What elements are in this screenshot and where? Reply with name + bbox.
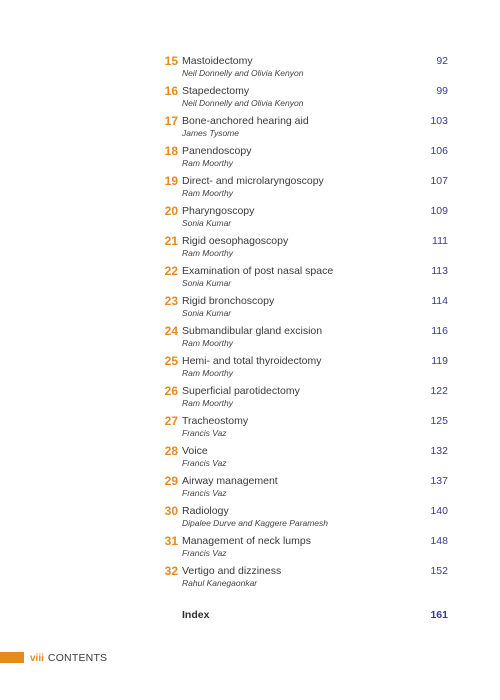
chapter-page[interactable]: 122 [430,385,448,397]
chapter-number: 23 [164,294,178,308]
chapter-page[interactable]: 107 [430,175,448,187]
chapter-number: 22 [164,264,178,278]
toc-entry[interactable] [160,84,448,114]
chapter-number: 28 [164,444,178,458]
toc-entry[interactable] [160,144,448,174]
chapter-page[interactable]: 140 [430,505,448,517]
chapter-number: 15 [164,54,178,68]
chapter-page[interactable]: 99 [436,85,448,97]
chapter-title[interactable]: Voice [182,445,208,457]
chapter-number: 31 [164,534,178,548]
chapter-title[interactable]: Radiology [182,505,229,517]
chapter-page[interactable]: 114 [431,295,448,307]
chapter-author: James Tysome [182,128,239,138]
chapter-author: Ram Moorthy [182,338,234,348]
toc-entry[interactable] [160,264,448,294]
toc-entry[interactable] [160,534,448,564]
chapter-number: 30 [164,504,178,518]
chapter-title[interactable]: Hemi- and total thyroidectomy [182,355,322,367]
toc-entry[interactable] [160,204,448,234]
chapter-page[interactable]: 119 [431,355,448,367]
chapter-author: Sonia Kumar [182,308,232,318]
chapter-author: Ram Moorthy [182,398,234,408]
chapter-page[interactable]: 111 [432,235,448,247]
chapter-author: Francis Vaz [182,488,227,498]
toc-entry[interactable] [160,504,448,534]
chapter-title[interactable]: Mastoidectomy [182,55,253,67]
chapter-title[interactable]: Rigid bronchoscopy [182,295,275,307]
chapter-author: Neil Donnelly and Olivia Kenyon [182,68,304,78]
chapter-author: Neil Donnelly and Olivia Kenyon [182,98,304,108]
chapter-page[interactable]: 137 [430,475,448,487]
chapter-number: 27 [164,414,178,428]
chapter-number: 25 [164,354,178,368]
chapter-number: 26 [164,384,178,398]
toc-entry[interactable] [160,414,448,444]
toc-entry[interactable] [160,384,448,414]
chapter-title[interactable]: Airway management [182,475,278,487]
chapter-author: Dipalee Durve and Kaggere Paramesh [182,518,329,528]
index-page[interactable]: 161 [430,609,448,621]
footer-section-label: CONTENTS [47,652,108,664]
chapter-number: 20 [164,204,178,218]
chapter-title[interactable]: Tracheostomy [182,415,249,427]
chapter-number: 17 [164,114,178,128]
running-footer [30,650,107,666]
chapter-title[interactable]: Rigid oesophagoscopy [182,235,289,247]
toc-entry[interactable] [160,564,448,594]
toc-entry[interactable] [160,174,448,204]
chapter-number: 16 [164,84,178,98]
chapter-title[interactable]: Pharyngoscopy [182,205,255,217]
chapter-page[interactable]: 106 [430,145,448,157]
chapter-number: 32 [164,564,178,578]
chapter-number: 18 [164,144,178,158]
chapter-title[interactable]: Submandibular gland excision [182,325,323,337]
chapter-page[interactable]: 148 [430,535,448,547]
chapter-author: Francis Vaz [182,428,227,438]
toc-entry[interactable] [160,234,448,264]
chapter-number: 24 [164,324,178,338]
chapter-page[interactable]: 132 [430,445,448,457]
table-of-contents [160,54,448,594]
chapter-number: 21 [164,234,178,248]
chapter-title[interactable]: Stapedectomy [182,85,250,97]
toc-entry[interactable] [160,324,448,354]
chapter-author: Ram Moorthy [182,188,234,198]
chapter-page[interactable]: 116 [431,325,448,337]
chapter-page[interactable]: 152 [430,565,448,577]
chapter-page[interactable]: 113 [431,265,448,277]
footer-page-number: viii [30,653,44,664]
chapter-author: Rahul Kanegaonkar [182,578,258,588]
chapter-title[interactable]: Superficial parotidectomy [182,385,300,397]
toc-entry[interactable] [160,294,448,324]
chapter-title[interactable]: Management of neck lumps [182,535,311,547]
chapter-title[interactable]: Panendoscopy [182,145,252,157]
chapter-title[interactable]: Bone-anchored hearing aid [182,115,309,127]
chapter-author: Ram Moorthy [182,368,234,378]
toc-entry[interactable] [160,114,448,144]
chapter-author: Francis Vaz [182,458,227,468]
index-label[interactable]: Index [182,609,210,621]
chapter-page[interactable]: 109 [430,205,448,217]
chapter-author: Ram Moorthy [182,158,234,168]
chapter-page[interactable]: 125 [430,415,448,427]
chapter-author: Sonia Kumar [182,278,232,288]
toc-entry[interactable] [160,444,448,474]
toc-index-entry[interactable] [182,608,448,624]
toc-entry[interactable] [160,474,448,504]
chapter-page[interactable]: 92 [436,55,448,67]
toc-entry[interactable] [160,54,448,84]
chapter-title[interactable]: Direct- and microlaryngoscopy [182,175,324,187]
chapter-page[interactable]: 103 [430,115,448,127]
footer-accent-bar [0,652,24,663]
chapter-number: 19 [164,174,178,188]
chapter-number: 29 [164,474,178,488]
toc-entry[interactable] [160,354,448,384]
chapter-author: Ram Moorthy [182,248,234,258]
chapter-author: Francis Vaz [182,548,227,558]
chapter-title[interactable]: Vertigo and dizziness [182,565,282,577]
chapter-author: Sonia Kumar [182,218,232,228]
chapter-title[interactable]: Examination of post nasal space [182,265,334,277]
